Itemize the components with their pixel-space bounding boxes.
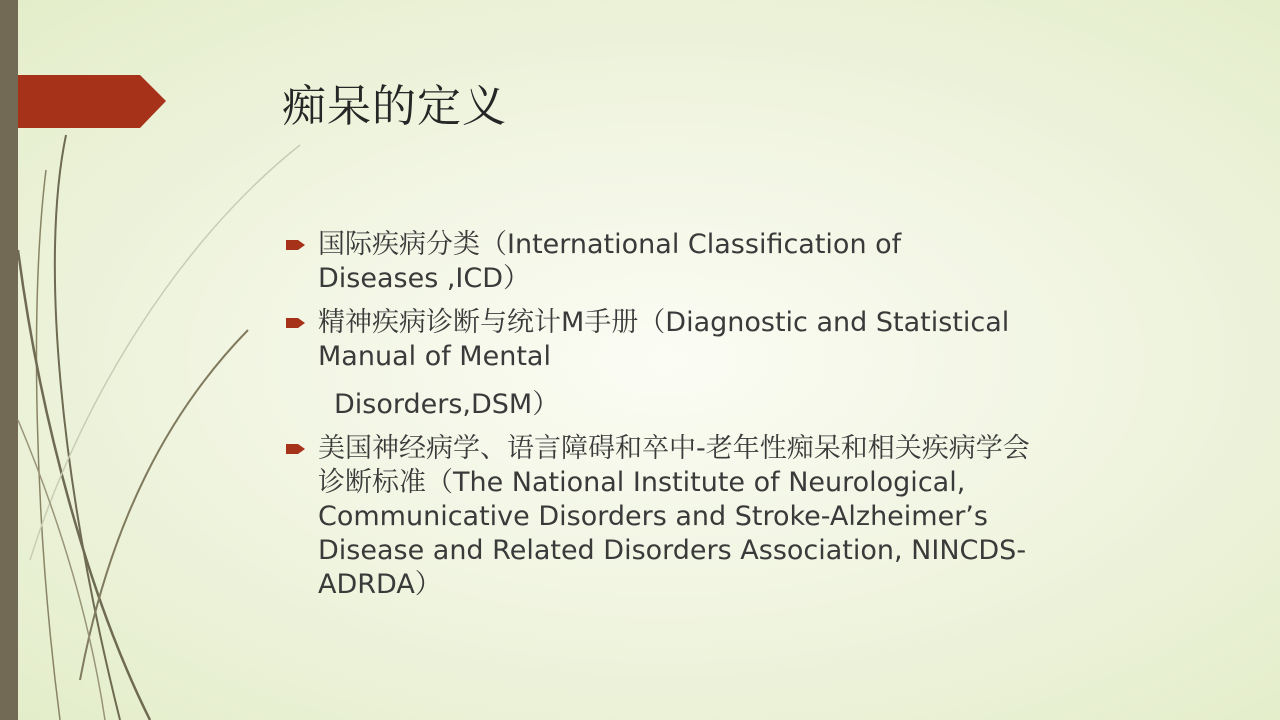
bullet-item-dsm [286,306,1166,422]
arrow-bullet-icon [286,238,306,252]
bullet-text-line: 美国神经病学、语言障碍和卒中-老年性痴呆和相关疾病学会 [318,433,1030,464]
bullet-text-line: Diseases ,ICD） [318,263,531,294]
title-accent-arrow [0,0,170,130]
arrow-bullet-icon [286,316,306,330]
arrow-bullet-icon [286,442,306,456]
bullet-text-line: 精神疾病诊断与统计M手册（Diagnostic and Statistical [318,307,1010,338]
bullet-text-line: Communicative Disorders and Stroke-Alzheimer’s [318,501,988,532]
bullet-text-line: Manual of Mental [318,341,551,372]
bullet-item-icd [286,228,1166,296]
bullet-list [286,228,1166,612]
bullet-text-line: ADRDA） [318,569,442,600]
slide-title: 痴呆的定义 [282,81,507,132]
bullet-item-nincds-adrda [286,432,1166,602]
bullet-text-line: 诊断标准（The National Institute of Neurological, [318,467,966,498]
bullet-text-line: 国际疾病分类（International Classification of [318,229,902,260]
bullet-text-line: Disease and Related Disorders Association, NINCDS- [318,535,1027,566]
bullet-text-line: Disorders,DSM） [334,389,560,420]
